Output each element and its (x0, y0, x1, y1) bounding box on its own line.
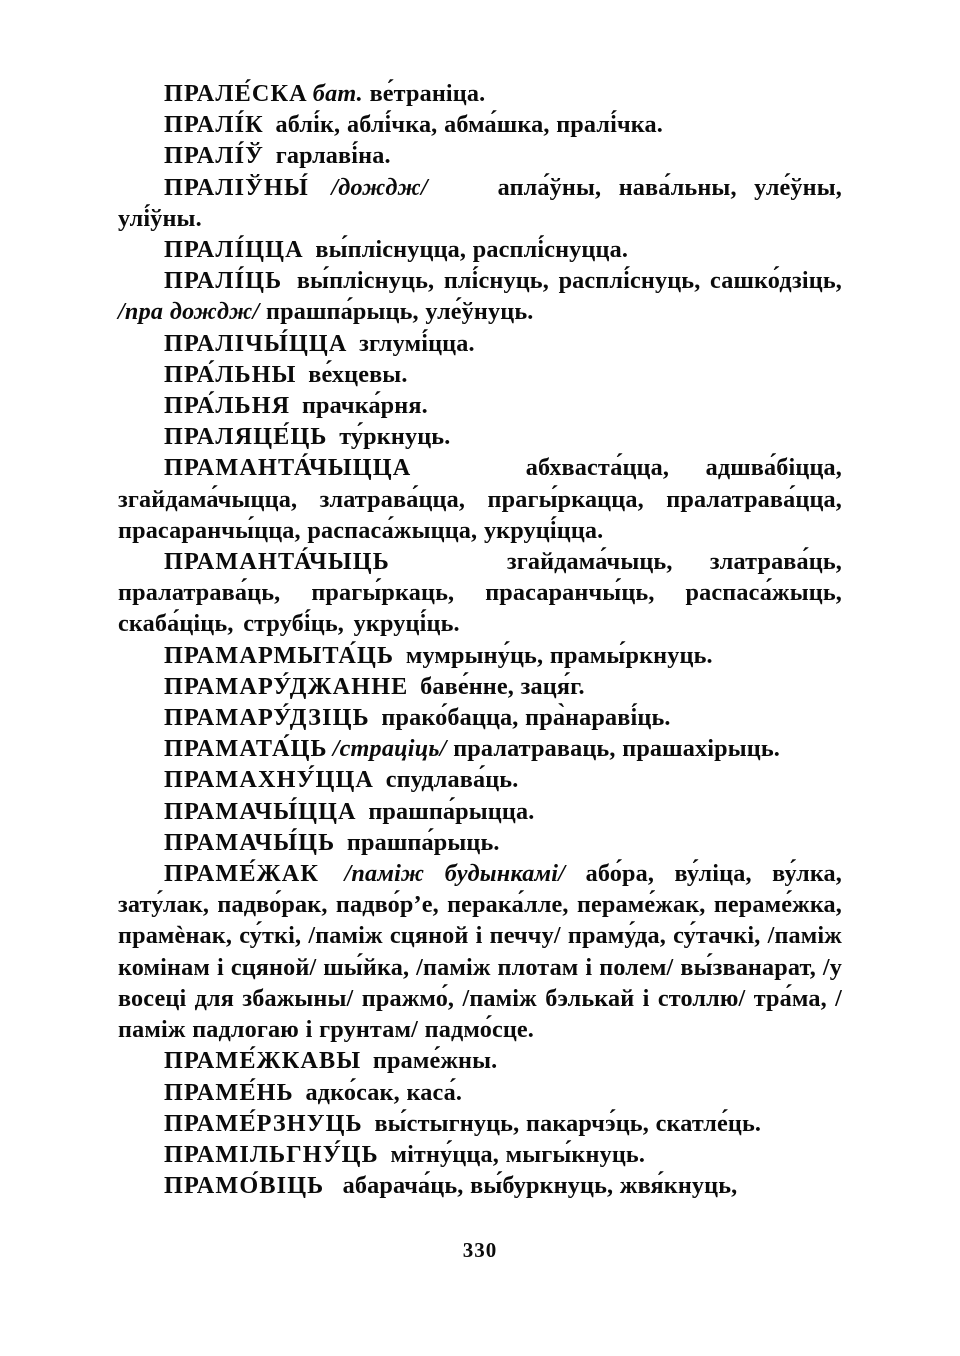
dictionary-entry (118, 359, 842, 390)
entry-context: бат. (312, 80, 363, 107)
dictionary-entry (118, 328, 842, 359)
dictionary-entry (118, 1045, 842, 1076)
entry-gloss: апла́ўны, нава́льны, уле́ўны, улі́ўны. (118, 173, 842, 232)
entry-gloss: прачка́рня. (301, 392, 428, 420)
headword: ПРАМЕ́РЗНУЦЬ (164, 1109, 363, 1137)
headword: ПРАЛІЧЫ́ЦЦА (164, 329, 348, 357)
entry-gloss: ту́ркнуць. (339, 423, 451, 451)
dictionary-entry (118, 671, 842, 702)
entry-gloss-part-2: прашпа́рыць, уле́ўнуць. (266, 298, 534, 326)
entry-gloss: прашпа́рыцца. (368, 797, 535, 825)
dictionary-entry (118, 1139, 842, 1170)
dictionary-entry (118, 640, 842, 671)
dictionary-entry (118, 733, 842, 764)
entry-gloss: вы́стыгнуць, пакарчэ́ць, скатле́ць. (374, 1109, 762, 1137)
entry-gloss: ве́хцевы. (308, 360, 408, 388)
page-number: 330 (462, 1238, 498, 1262)
entry-context: /дождж/ (331, 173, 428, 201)
headword: ПРАМЕ́ЖАК (164, 860, 320, 888)
entry-gloss: пралатраваць, прашахірыць. (453, 735, 780, 763)
headword: ПРАМАРУ́ДЖАННЕ (164, 672, 409, 700)
entry-gloss: або́ра, ву́ліца, ву́лка, зату́лак, падво́рак, падво́р’е, перака́лле, пераме́жак, пераме́жка, прамѐнак, су́ткі, /паміж сцяной і печчу/ праму́да, су́тачкі, /паміж комінам і сцяной/ шы́йка, /паміж плотам і полем/ вы́званарат, /у восеці для збажыны/ пражмо́, /паміж бэлькай і столлю/ тра́ма, /паміж падлогаю і грунтам/ падмо́сце. (118, 860, 843, 1044)
dictionary-entry (118, 78, 842, 109)
headword: ПРАМЕ́ЖКАВЫ (164, 1047, 362, 1075)
headword: ПРАМІЛЬГНУ́ЦЬ (164, 1140, 379, 1168)
entry-gloss: аблі́к, аблі́чка, абма́шка, пралі́чка. (275, 111, 663, 139)
entry-gloss: абхваста́цца, адшва́біцца, згайдама́чыцца, златрава́цца, прагы́ркацца, пралатрава́цца, прасаранчы́цца, распаса́жыцца, укруці́цца. (118, 454, 842, 544)
entry-context: /пра дождж/ (118, 298, 260, 326)
dictionary-entry (118, 1077, 842, 1108)
dictionary-entry (118, 234, 842, 265)
headword: ПРАМАХНУ́ЦЦА (164, 766, 375, 794)
dictionary-entry (118, 421, 842, 452)
dictionary-entry (118, 1108, 842, 1139)
dictionary-entry (118, 1170, 842, 1201)
entry-gloss: ве́траніца. (369, 80, 486, 107)
headword: ПРАЛІ́ЦЦА (164, 236, 304, 264)
headword: ПРАМАРУ́ДЗІЦЬ (164, 704, 370, 732)
dictionary-entry (118, 109, 842, 140)
entry-context: /паміж будынкамі/ (344, 860, 566, 888)
entry-gloss: вы́пліснуцца, расплі́снуцца. (315, 236, 629, 264)
headword: ПРАЛІЎНЫ́ (164, 173, 309, 201)
dictionary-entry (118, 390, 842, 421)
entry-gloss: праме́жны. (372, 1047, 498, 1075)
entry-gloss: мітну́цца, мыгы́кнуць. (390, 1140, 646, 1168)
entry-gloss: баве́нне, заця́г. (420, 672, 585, 700)
dictionary-entry (118, 796, 842, 827)
headword: ПРАЛІ́Ў (164, 142, 265, 170)
headword: ПРАМАРМЫТА́ЦЬ (164, 641, 395, 669)
dictionary-entry (118, 764, 842, 795)
headword: ПРАМАЧЫ́ЦЬ (164, 828, 336, 856)
headword: ПРАЛІ́ЦЬ (164, 267, 283, 295)
headword: ПРА́ЛЬНЯ (164, 392, 291, 420)
entry-gloss: гарлаві́на. (275, 142, 391, 170)
dictionary-entry (118, 858, 842, 1045)
entry-gloss: спудлава́ць. (385, 766, 519, 794)
entry-gloss: прашпа́рыць. (346, 828, 500, 856)
headword: ПРАЛІ́К (164, 111, 264, 139)
entry-gloss: мумрыну́ць, прамы́ркнуць. (405, 641, 713, 669)
dictionary-entry (118, 702, 842, 733)
headword: ПРАМО́ВІЦЬ (164, 1172, 325, 1200)
headword: ПРАМАЧЫ́ЦЦА (164, 797, 357, 825)
dictionary-entry (118, 546, 842, 640)
headword: ПРАМАНТА́ЧЫЦЬ (164, 548, 390, 576)
dictionary-entry (118, 172, 842, 234)
entry-gloss: згайдама́чыць, златрава́ць, пралатрава́ць, прагы́ркаць, прасаранчы́ць, распаса́жыць, скаба́ціць, струбі́ць, укруці́ць. (118, 548, 842, 638)
entry-context: /страціць/ (332, 735, 447, 763)
entry-gloss: адко́сак, каса́. (305, 1078, 463, 1106)
headword: ПРАМЕ́НЬ (164, 1078, 294, 1106)
headword: ПРАМАТА́ЦЬ (164, 735, 328, 763)
headword: ПРАЛЕ́СКА (164, 80, 308, 107)
headword: ПРАЛЯЦЕ́ЦЬ (164, 423, 328, 451)
headword: ПРА́ЛЬНЫ (164, 360, 297, 388)
entry-gloss: прако́бацца, пра̀нараві́ць. (381, 704, 671, 732)
dictionary-entry (118, 827, 842, 858)
entry-column (118, 78, 842, 1201)
dictionary-entry (118, 265, 842, 327)
dictionary-entry (118, 140, 842, 171)
dictionary-entry (118, 452, 842, 546)
entry-gloss: абарача́ць, вы́буркнуць, жвя́кнуць, (342, 1172, 738, 1200)
entry-gloss-part-1: вы́пліснуць, плі́снуць, расплі́снуць, сашко́дзіць, (296, 267, 842, 295)
entry-gloss: зглумі́цца. (359, 329, 475, 357)
headword: ПРАМАНТА́ЧЫЦЦА (164, 454, 412, 482)
